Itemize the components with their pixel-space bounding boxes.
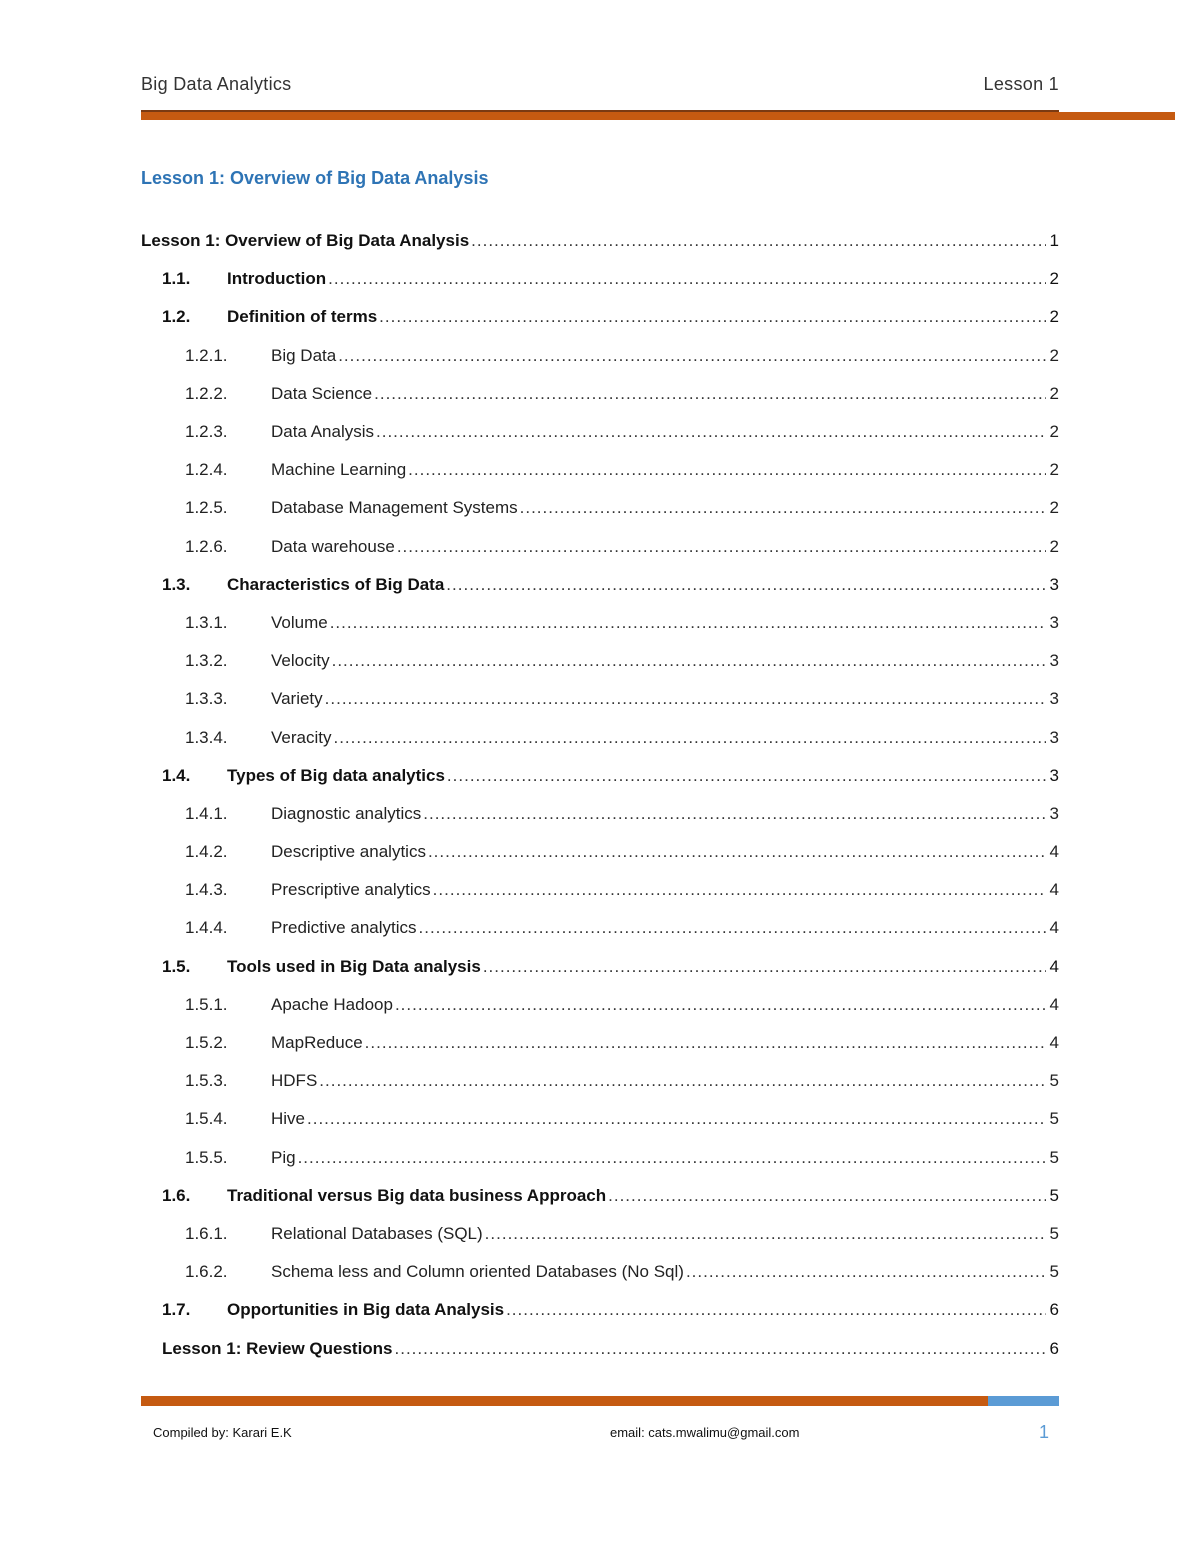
toc-entry-page[interactable]: 4 (1049, 918, 1059, 938)
header-divider-thick (141, 112, 1175, 120)
toc-entry[interactable] (141, 489, 1059, 527)
toc-entry[interactable] (141, 260, 1059, 298)
toc-entry-page[interactable]: 4 (1049, 842, 1059, 862)
toc-entry-number: 1.5.2. (185, 1033, 228, 1053)
toc-entry[interactable] (141, 375, 1059, 413)
toc-entry-page[interactable]: 6 (1049, 1300, 1059, 1320)
toc-entry-page[interactable]: 2 (1049, 536, 1059, 556)
toc-entry[interactable] (141, 1253, 1059, 1291)
toc-entry-number: 1.2. (162, 307, 191, 327)
toc-entry-number: 1.2.1. (185, 345, 228, 365)
toc-entry[interactable] (141, 566, 1059, 604)
toc-entry[interactable] (141, 1215, 1059, 1253)
toc-dot-leader (376, 422, 1046, 442)
toc-entry-page[interactable]: 5 (1049, 1147, 1059, 1167)
toc-entry-number: 1.4. (162, 765, 191, 785)
toc-entry-number: 1.2.3. (185, 422, 228, 442)
toc-entry[interactable] (141, 1100, 1059, 1138)
toc-entry-title[interactable]: Types of Big data analytics (227, 765, 445, 785)
toc-entry-title[interactable]: Apache Hadoop (271, 994, 393, 1014)
table-of-contents (141, 222, 1059, 1368)
footer-divider-blue (988, 1396, 1059, 1406)
toc-entry-page[interactable]: 6 (1049, 1338, 1059, 1358)
toc-entry-title[interactable]: Opportunities in Big data Analysis (227, 1300, 505, 1320)
toc-entry[interactable] (141, 337, 1059, 375)
toc-entry-number: 1.4.2. (185, 842, 228, 862)
toc-entry-number: 1.7. (162, 1300, 191, 1320)
header-document-title: Big Data Analytics (141, 74, 292, 94)
toc-entry-number: 1.1. (162, 269, 191, 289)
toc-entry-number: 1.3. (162, 574, 191, 594)
toc-dot-leader (338, 346, 1045, 366)
toc-dot-leader (483, 957, 1046, 977)
toc-entry-number: 1.6.1. (185, 1223, 228, 1243)
toc-dot-leader (428, 842, 1046, 862)
toc-dot-leader (333, 728, 1045, 748)
toc-entry-number: 1.2.2. (185, 383, 228, 403)
toc-entry-title[interactable]: Lesson 1: Review Questions (162, 1338, 393, 1358)
toc-entry-page[interactable]: 5 (1049, 1223, 1059, 1243)
toc-entry[interactable] (141, 718, 1059, 756)
toc-dot-leader (520, 498, 1046, 518)
toc-entry-title[interactable]: Hive (271, 1109, 306, 1129)
toc-dot-leader (365, 1033, 1046, 1053)
toc-dot-leader (419, 918, 1046, 938)
toc-entry-title[interactable]: HDFS (271, 1071, 318, 1091)
toc-entry-page[interactable]: 4 (1049, 1033, 1059, 1053)
toc-entry-page[interactable]: 3 (1049, 651, 1059, 671)
toc-entry-title[interactable]: Data warehouse (271, 536, 395, 556)
toc-dot-leader (330, 613, 1046, 633)
toc-entry-page[interactable]: 2 (1049, 422, 1059, 442)
toc-entry-number: 1.5.4. (185, 1109, 228, 1129)
toc-entry[interactable] (141, 1177, 1059, 1215)
toc-entry-number: 1.4.3. (185, 880, 228, 900)
toc-entry-number: 1.5.3. (185, 1071, 228, 1091)
toc-entry[interactable] (141, 642, 1059, 680)
toc-entry[interactable] (141, 1329, 1059, 1367)
toc-entry-number: 1.5.1. (185, 994, 228, 1014)
toc-entry-page[interactable]: 4 (1049, 956, 1059, 976)
toc-entry[interactable] (141, 680, 1059, 718)
toc-entry[interactable] (141, 1062, 1059, 1100)
toc-dot-leader (395, 995, 1046, 1015)
toc-dot-leader (379, 307, 1045, 327)
toc-dot-leader (485, 1224, 1046, 1244)
toc-entry-page[interactable]: 5 (1049, 1071, 1059, 1091)
toc-entry-title[interactable]: Pig (271, 1147, 296, 1167)
toc-entry-title[interactable]: Machine Learning (271, 460, 407, 480)
toc-dot-leader (608, 1186, 1045, 1206)
toc-entry-page[interactable]: 3 (1049, 689, 1059, 709)
toc-entry[interactable] (141, 1139, 1059, 1177)
toc-entry-title[interactable]: Prescriptive analytics (271, 880, 431, 900)
footer-page-number: 1 (1039, 1422, 1050, 1442)
toc-dot-leader (325, 689, 1046, 709)
toc-dot-leader (332, 651, 1046, 671)
toc-entry-title[interactable]: Traditional versus Big data business Approach (227, 1185, 607, 1205)
toc-entry-title[interactable]: Lesson 1: Overview of Big Data Analysis (141, 231, 470, 251)
toc-entry-page[interactable]: 2 (1049, 307, 1059, 327)
toc-entry-title[interactable]: Data Analysis (271, 422, 374, 442)
toc-entry-title[interactable]: Big Data (271, 345, 337, 365)
toc-entry[interactable] (141, 871, 1059, 909)
toc-entry-page[interactable]: 2 (1049, 269, 1059, 289)
toc-entry-page[interactable]: 3 (1049, 612, 1059, 632)
toc-entry[interactable] (141, 222, 1059, 260)
toc-entry-title[interactable]: Relational Databases (SQL) (271, 1223, 483, 1243)
toc-entry[interactable] (141, 757, 1059, 795)
toc-dot-leader (447, 766, 1046, 786)
toc-entry[interactable] (141, 948, 1059, 986)
toc-entry[interactable] (141, 909, 1059, 947)
toc-entry-page[interactable]: 3 (1049, 574, 1059, 594)
toc-entry-title[interactable]: Definition of terms (227, 307, 378, 327)
toc-entry[interactable] (141, 604, 1059, 642)
footer-divider-orange (141, 1396, 988, 1406)
toc-entry-page[interactable]: 2 (1049, 345, 1059, 365)
toc-entry-page[interactable]: 4 (1049, 994, 1059, 1014)
toc-dot-leader (374, 384, 1045, 404)
toc-dot-leader (298, 1148, 1046, 1168)
toc-entry-page[interactable]: 4 (1049, 880, 1059, 900)
toc-dot-leader (446, 575, 1045, 595)
toc-entry-title[interactable]: Schema less and Column oriented Databases (No Sql) (271, 1262, 684, 1282)
toc-entry[interactable] (141, 451, 1059, 489)
toc-entry-title[interactable]: Veracity (271, 727, 332, 747)
toc-entry-title[interactable]: Tools used in Big Data analysis (227, 956, 481, 976)
toc-entry-number: 1.2.6. (185, 536, 228, 556)
toc-dot-leader (423, 804, 1045, 824)
toc-entry-title[interactable]: Characteristics of Big Data (227, 574, 445, 594)
toc-entry-number: 1.5. (162, 956, 191, 976)
footer-email: email: cats.mwalimu@gmail.com (610, 1425, 800, 1440)
toc-dot-leader (307, 1109, 1046, 1129)
toc-entry[interactable] (141, 1024, 1059, 1062)
toc-entry-number: 1.3.3. (185, 689, 228, 709)
toc-entry-page[interactable]: 1 (1049, 231, 1059, 251)
toc-entry-number: 1.6.2. (185, 1262, 228, 1282)
toc-entry-number: 1.4.4. (185, 918, 228, 938)
toc-entry-number: 1.3.4. (185, 727, 228, 747)
toc-entry-page[interactable]: 5 (1049, 1185, 1059, 1205)
toc-entry-title[interactable]: Diagnostic analytics (271, 803, 422, 823)
toc-entry[interactable] (141, 413, 1059, 451)
toc-entry-page[interactable]: 2 (1049, 383, 1059, 403)
toc-entry-number: 1.2.5. (185, 498, 228, 518)
toc-entry-title[interactable]: Descriptive analytics (271, 842, 426, 862)
toc-entry-page[interactable]: 2 (1049, 498, 1059, 518)
toc-entry-title[interactable]: Variety (271, 689, 323, 709)
toc-entry-page[interactable]: 5 (1049, 1262, 1059, 1282)
toc-dot-leader (506, 1300, 1045, 1320)
toc-entry[interactable] (141, 833, 1059, 871)
toc-entry-title[interactable]: Data Science (271, 383, 373, 403)
toc-heading: Lesson 1: Overview of Big Data Analysis (141, 168, 489, 188)
toc-entry-page[interactable]: 3 (1049, 765, 1059, 785)
toc-entry-title[interactable]: Volume (271, 612, 328, 632)
toc-entry-number: 1.6. (162, 1185, 191, 1205)
toc-entry[interactable] (141, 298, 1059, 336)
toc-entry-page[interactable]: 3 (1049, 803, 1059, 823)
toc-dot-leader (686, 1262, 1046, 1282)
footer-compiled-by: Compiled by: Karari E.K (153, 1425, 292, 1440)
toc-entry-title[interactable]: Introduction (227, 269, 327, 289)
toc-entry-page[interactable]: 5 (1049, 1109, 1059, 1129)
toc-entry-number: 1.4.1. (185, 803, 228, 823)
toc-entry-page[interactable]: 2 (1049, 460, 1059, 480)
toc-dot-leader (433, 880, 1046, 900)
toc-entry[interactable] (141, 795, 1059, 833)
toc-dot-leader (328, 269, 1045, 289)
toc-entry-title[interactable]: MapReduce (271, 1033, 363, 1053)
toc-dot-leader (395, 1339, 1046, 1359)
toc-dot-leader (408, 460, 1045, 480)
toc-entry-title[interactable]: Database Management Systems (271, 498, 518, 518)
toc-dot-leader (397, 537, 1046, 557)
toc-dot-leader (471, 231, 1045, 251)
toc-dot-leader (319, 1071, 1045, 1091)
toc-entry-number: 1.2.4. (185, 460, 228, 480)
toc-entry-page[interactable]: 3 (1049, 727, 1059, 747)
toc-entry-title[interactable]: Predictive analytics (271, 918, 417, 938)
toc-entry[interactable] (141, 528, 1059, 566)
header-lesson-label: Lesson 1 (983, 74, 1059, 94)
toc-entry-number: 1.3.2. (185, 651, 228, 671)
toc-entry[interactable] (141, 1291, 1059, 1329)
toc-entry-number: 1.5.5. (185, 1147, 228, 1167)
toc-entry-title[interactable]: Velocity (271, 651, 330, 671)
toc-entry[interactable] (141, 986, 1059, 1024)
toc-entry-number: 1.3.1. (185, 612, 228, 632)
